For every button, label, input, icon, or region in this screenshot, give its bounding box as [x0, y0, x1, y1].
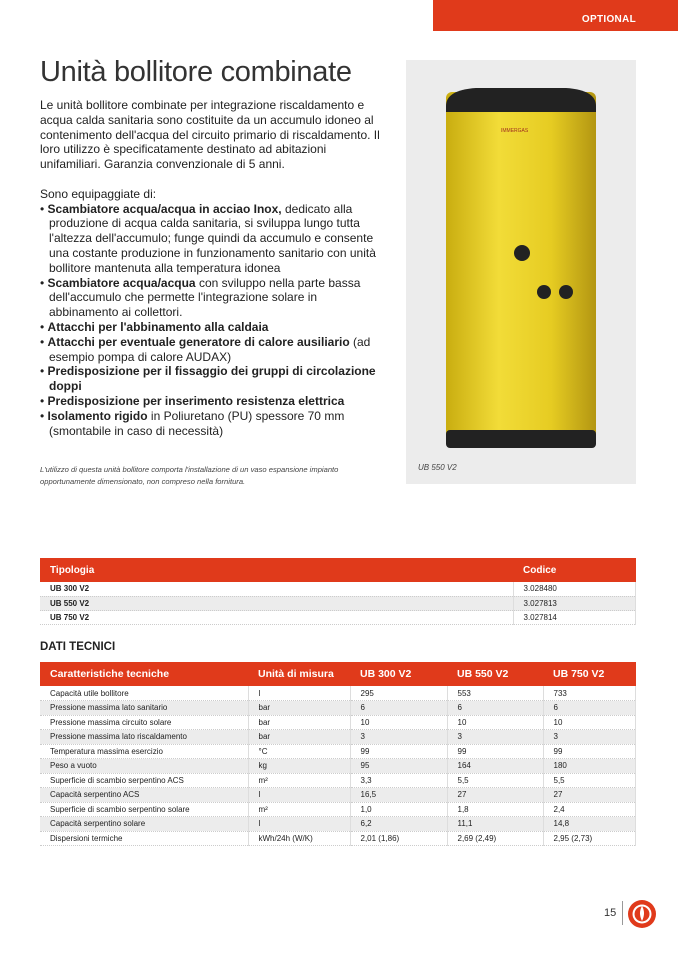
feature-text: con sviluppo nella parte bassa dell'accumulo che permette l'integrazione solare in abbinamento ai collettori.: [49, 275, 361, 320]
description: [40, 98, 380, 438]
table-cell: 6,2: [350, 817, 447, 832]
feature-title: Scambiatore acqua/acqua: [47, 275, 196, 290]
divider: [622, 901, 623, 925]
column-header: Codice: [513, 558, 636, 582]
tech-data-title: DATI TECNICI: [40, 641, 116, 653]
table-cell: l: [248, 788, 350, 803]
features-list: [40, 202, 380, 439]
feature-title: Scambiatore acqua/acqua in acciao Inox,: [47, 201, 282, 216]
table-cell: 1,0: [350, 802, 447, 817]
column-header: UB 300 V2: [350, 662, 447, 686]
table-cell: Superficie di scambio serpentino solare: [40, 802, 248, 817]
table-cell: kg: [248, 759, 350, 774]
feature-item: [40, 335, 380, 365]
table-cell: 5,5: [543, 773, 636, 788]
column-header: Unità di misura: [248, 662, 350, 686]
tech-data-table: [40, 662, 636, 846]
table-row: [40, 730, 636, 745]
feature-title: Predisposizione per inserimento resistenza elettrica: [47, 393, 345, 408]
table-row: [40, 773, 636, 788]
table-cell: 6: [543, 701, 636, 716]
table-cell: bar: [248, 730, 350, 745]
column-header: UB 550 V2: [447, 662, 543, 686]
table-cell: 99: [447, 744, 543, 759]
table-cell: 99: [350, 744, 447, 759]
table-cell: m²: [248, 773, 350, 788]
column-header: UB 750 V2: [543, 662, 636, 686]
table-cell: 553: [447, 686, 543, 701]
table-cell: Peso a vuoto: [40, 759, 248, 774]
feature-item: [40, 276, 380, 320]
table-cell: 10: [447, 715, 543, 730]
table-cell: 3: [350, 730, 447, 745]
table-cell: 14,8: [543, 817, 636, 832]
product-image-panel: [406, 60, 636, 484]
table-cell: 2,69 (2,49): [447, 831, 543, 846]
feature-item: [40, 394, 380, 409]
table-row: [40, 686, 636, 701]
feature-item: [40, 202, 380, 276]
table-cell: 3: [543, 730, 636, 745]
table-row: [40, 817, 636, 832]
table-cell: l: [248, 817, 350, 832]
column-header: Tipologia: [40, 558, 513, 582]
table-row: [40, 788, 636, 803]
column-header: Caratteristiche tecniche: [40, 662, 248, 686]
table-cell: 3.027813: [513, 596, 636, 610]
feature-item: [40, 364, 380, 394]
table-cell: °C: [248, 744, 350, 759]
codes-table: [40, 558, 636, 625]
table-cell: 2,4: [543, 802, 636, 817]
table-cell: Dispersioni termiche: [40, 831, 248, 846]
table-cell: 95: [350, 759, 447, 774]
table-cell: 10: [543, 715, 636, 730]
table-cell: Pressione massima lato sanitario: [40, 701, 248, 716]
table-cell: UB 750 V2: [40, 611, 513, 625]
image-caption: UB 550 V2: [418, 463, 457, 472]
table-cell: Temperatura massima esercizio: [40, 744, 248, 759]
installation-note: L'utilizzo di questa unità bollitore comporta l'installazione di un vaso espansione impianto opportunamente dimensionato, non compreso nella fornitura.: [40, 465, 339, 486]
feature-title: Attacchi per eventuale generatore di calore ausiliario: [47, 334, 350, 349]
table-cell: 99: [543, 744, 636, 759]
table-cell: UB 550 V2: [40, 596, 513, 610]
table-cell: 11,1: [447, 817, 543, 832]
table-cell: UB 300 V2: [40, 582, 513, 596]
brand-flame-logo-icon: [627, 899, 657, 929]
table-cell: 180: [543, 759, 636, 774]
table-cell: Pressione massima circuito solare: [40, 715, 248, 730]
table-cell: Capacità utile bollitore: [40, 686, 248, 701]
table-cell: bar: [248, 715, 350, 730]
table-cell: m²: [248, 802, 350, 817]
table-row: [40, 744, 636, 759]
table-row: [40, 802, 636, 817]
equipped-label: Sono equipaggiate di:: [40, 186, 157, 201]
table-cell: bar: [248, 701, 350, 716]
table-cell: Pressione massima lato riscaldamento: [40, 730, 248, 745]
table-cell: 164: [447, 759, 543, 774]
table-row: [40, 715, 636, 730]
table-cell: 1,8: [447, 802, 543, 817]
table-cell: 3.027814: [513, 611, 636, 625]
table-cell: Superficie di scambio serpentino ACS: [40, 773, 248, 788]
table-cell: Capacità serpentino solare: [40, 817, 248, 832]
table-cell: 3: [447, 730, 543, 745]
table-cell: l: [248, 686, 350, 701]
table-row: [40, 759, 636, 774]
table-cell: 3.028480: [513, 582, 636, 596]
table-cell: 2,95 (2,73): [543, 831, 636, 846]
feature-item: [40, 409, 380, 439]
table-cell: 27: [447, 788, 543, 803]
table-row: [40, 701, 636, 716]
boiler-tank-image: [406, 60, 636, 460]
table-cell: Capacità serpentino ACS: [40, 788, 248, 803]
table-cell: kWh/24h (W/K): [248, 831, 350, 846]
feature-title: Attacchi per l'abbinamento alla caldaia: [47, 319, 269, 334]
page-title: Unità bollitore combinate: [40, 56, 352, 88]
table-cell: 27: [543, 788, 636, 803]
page-number: 15: [604, 907, 617, 919]
feature-text: dedicato alla produzione di acqua calda sanitaria, si sviluppa lungo tutta l'altezza dell'accumulo; funge quindi da accumulo e consente una costante produzione in funzionamento sanitario con unità bollitore mantenuta alla temperatura idonea: [49, 201, 376, 275]
feature-item: [40, 320, 380, 335]
section-header-bar: [433, 0, 678, 31]
table-row: [40, 582, 636, 596]
intro-paragraph: Le unità bollitore combinate per integrazione riscaldamento e acqua calda sanitaria sono costituite da un accumulo idoneo al contenimento dell'acqua del circuito primario di riscaldamento. Il loro utilizzo è specificatamente destinato ad abitazioni unifamiliari. Garanzia convenzionale di 5 anni.: [40, 98, 380, 172]
table-cell: 2,01 (1,86): [350, 831, 447, 846]
table-cell: 10: [350, 715, 447, 730]
table-row: [40, 831, 636, 846]
feature-text: in Poliuretano (PU) spessore 70 mm (smontabile in caso di necessità): [49, 408, 345, 438]
feature-title: Isolamento rigido: [47, 408, 148, 423]
table-cell: 16,5: [350, 788, 447, 803]
section-label: OPTIONAL: [581, 14, 636, 25]
brand-logo-text: IMMERGAS: [501, 128, 529, 134]
table-cell: 295: [350, 686, 447, 701]
table-cell: 5,5: [447, 773, 543, 788]
feature-text: (ad esempio pompa di calore AUDAX): [49, 334, 371, 364]
table-cell: 733: [543, 686, 636, 701]
feature-title: Predisposizione per il fissaggio dei gruppi di circolazione doppi: [47, 364, 376, 394]
table-row: [40, 596, 636, 610]
table-cell: 3,3: [350, 773, 447, 788]
table-row: [40, 611, 636, 625]
table-cell: 6: [447, 701, 543, 716]
table-cell: 6: [350, 701, 447, 716]
